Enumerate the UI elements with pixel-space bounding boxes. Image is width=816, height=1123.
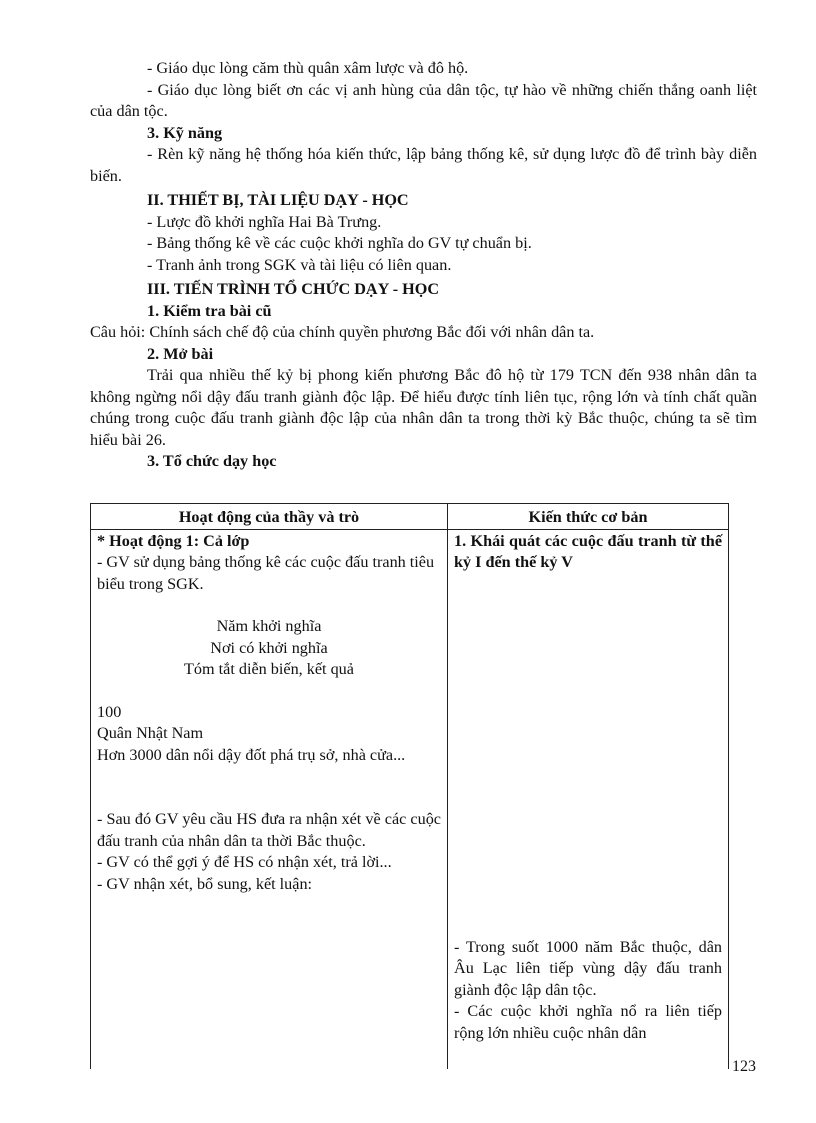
column-header-knowledge: Kiến thức cơ bản (448, 504, 729, 530)
opening-text: Trải qua nhiều thế kỷ bị phong kiến phương Bắc đô hộ từ 179 TCN đến 938 nhân dân ta không ngừng nổi dậy đấu tranh giành độc lập. Để hiểu được tính liên tục, rộng lớn và tính chất quần chúng trong cuộc đấu tranh giành độc lập của nhân dân ta trong thời kỳ Bắc thuộc, chúng ta sẽ tìm hiểu bài 26. (90, 366, 757, 449)
column-header-activities: Hoạt động của thầy và trò (91, 504, 448, 530)
equipment-item-3: - Tranh ảnh trong SGK và tài liệu có liên quan. (147, 255, 452, 274)
activity-paragraph-4: - GV nhận xét, bổ sung, kết luận: (97, 874, 313, 893)
embedded-table-header-summary: Tóm tắt diễn biến, kết quả (184, 660, 354, 678)
review-question: Câu hỏi: Chính sách chế độ của chính quyền phương Bắc đối với nhân dân ta. (90, 323, 595, 341)
equipment-item-2: - Bảng thống kê về các cuộc khởi nghĩa do GV tự chuẩn bị. (147, 234, 532, 252)
embedded-table-place: Quân Nhật Nam (97, 724, 204, 742)
embedded-table-header-place: Nơi có khởi nghĩa (210, 638, 328, 657)
activity-title: * Hoạt động 1: Cả lớp (97, 531, 250, 550)
skills-heading: 3. Kỹ năng (147, 123, 223, 142)
activities-cell (91, 529, 448, 1069)
skills-text: - Rèn kỹ năng hệ thống hóa kiến thức, lập bảng thống kê, sử dụng lược đồ để trình bày diễn biến. (90, 145, 757, 185)
page-number: 123 (732, 1058, 756, 1075)
lesson-text (90, 58, 757, 473)
knowledge-cell (448, 529, 729, 1069)
section-2-heading: II. THIẾT BỊ, TÀI LIỆU DẠY - HỌC (147, 191, 409, 209)
intro-line-1: - Giáo dục lòng căm thù quân xâm lược và đô hộ. (147, 59, 469, 77)
opening-heading: 2. Mở bài (147, 344, 214, 363)
knowledge-paragraph-1: - Trong suốt 1000 năm Bắc thuộc, dân Âu Lạc liên tiếp vùng dậy đấu tranh giành độc lập dân tộc. (454, 937, 722, 999)
embedded-table-year: 100 (97, 702, 122, 721)
intro-line-2: - Giáo dục lòng biết ơn các vị anh hùng của dân tộc, tự hào về những chiến thắng oanh liệt của dân tộc. (90, 80, 757, 120)
section-3-heading: III. TIẾN TRÌNH TỔ CHỨC DẠY - HỌC (147, 280, 440, 298)
knowledge-heading: 1. Khái quát các cuộc đấu tranh từ thế kỷ I đến thế kỷ V (454, 531, 722, 571)
activity-paragraph-2: - Sau đó GV yêu cầu HS đưa ra nhận xét về các cuộc đấu tranh của nhân dân ta thời Bắc thuộc. (97, 810, 441, 850)
embedded-table-summary: Hơn 3000 dân nổi dậy đốt phá trụ sở, nhà cửa... (97, 745, 406, 764)
equipment-item-1: - Lược đồ khởi nghĩa Hai Bà Trưng. (147, 212, 382, 231)
organization-heading: 3. Tổ chức dạy học (147, 452, 277, 470)
knowledge-paragraph-2: - Các cuộc khởi nghĩa nổ ra liên tiếp rộng lớn nhiều cuộc nhân dân (454, 1002, 722, 1042)
activity-paragraph-3: - GV có thể gợi ý để HS có nhận xét, trả lời... (97, 853, 392, 871)
activity-paragraph-1: - GV sử dụng bảng thống kê các cuộc đấu tranh tiêu biểu trong SGK. (97, 553, 435, 593)
lesson-table (90, 503, 728, 1069)
review-heading: 1. Kiểm tra bài cũ (147, 301, 272, 320)
embedded-table-header-year: Năm khởi nghĩa (216, 617, 322, 635)
